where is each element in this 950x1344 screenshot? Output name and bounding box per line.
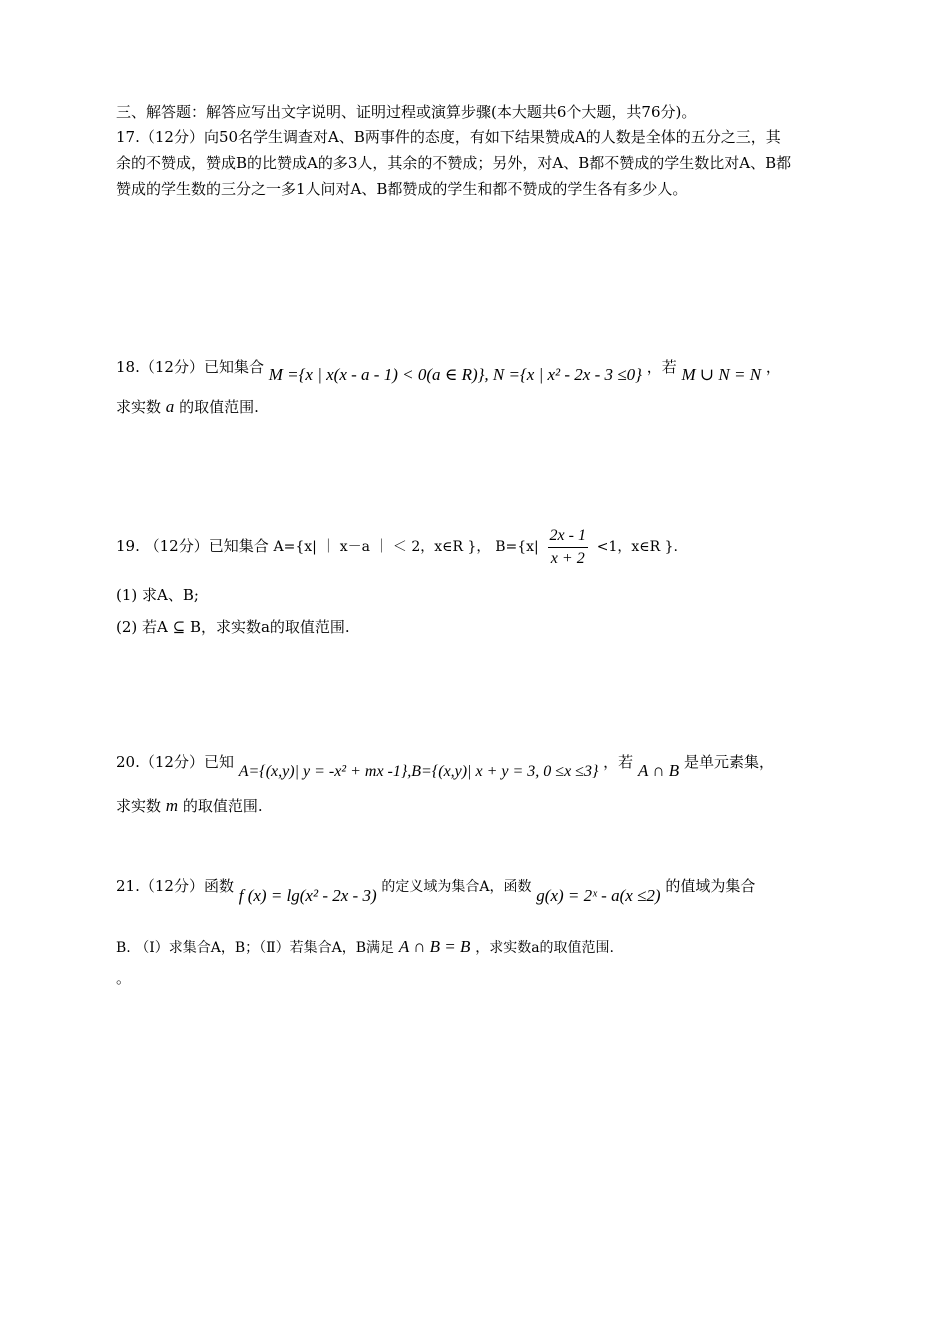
q20-line2 [116, 796, 263, 816]
q21-line2-suffix: ，求实数a的取值范围. [475, 940, 614, 956]
q19-frac-num: 2x - 1 [548, 527, 588, 548]
q18-condition: M ∪ N = N [681, 365, 762, 384]
q20-prefix: 20.（12分）已知 [116, 753, 234, 771]
q19-line1 [116, 524, 678, 569]
q18-formula: M ={x | x(x - a - 1) < 0(a ∈ R)}, N ={x | x² - 2x - 3 ≤0} [268, 365, 642, 384]
q19-set-b-end: <1，x∈R }. [596, 539, 678, 555]
q17-line2: 余的不赞成，赞成B的比赞成A的多3人，其余的不赞成；另外，对A、B都不赞成的学生数比对A、B都 [116, 154, 792, 172]
q18-line2-suffix: 的取值范围. [179, 398, 259, 416]
q17-line1: 17.（12分）向50名学生调查对A、B两事件的态度，有如下结果赞成A的人数是全体的五分之三，其 [116, 128, 781, 146]
q18-middle: ，若 [646, 358, 677, 376]
section-header: 三、解答题：解答应写出文字说明、证明过程或演算步骤(本大题共6个大题，共76分)。 [116, 103, 697, 121]
q20-line2-suffix: 的取值范围. [182, 797, 263, 815]
q21-line1 [116, 876, 756, 905]
q17-line3: 赞成的学生数的三分之一多1人问对A、B都赞成的学生和都不赞成的学生各有多少人。 [116, 180, 688, 198]
q18-line1 [116, 357, 781, 384]
q21-end: 的值域为集合 [665, 877, 756, 895]
q20-end: 是单元素集， [683, 753, 774, 771]
q18-var: a [165, 397, 175, 416]
q20-line1 [116, 752, 774, 780]
q18-prefix: 18.（12分）已知集合 [116, 358, 264, 376]
q20-var: m [165, 796, 179, 815]
q19-prefix: 19. （12分）已知集合 [116, 537, 269, 555]
q18-end: ， [765, 358, 781, 376]
q21-line3: 。 [116, 969, 132, 987]
q21-prefix: 21.（12分）函数 [116, 877, 234, 895]
q19-fraction [548, 527, 588, 568]
q19-set-b-start: B={x| [495, 539, 539, 555]
q19-frac-den: x + 2 [550, 549, 585, 567]
q20-line2-prefix: 求实数 [116, 797, 162, 815]
q19-part2: (2) 若A ⊆ B，求实数a的取值范围. [116, 618, 350, 636]
q19-part1: (1) 求A、B; [116, 586, 199, 604]
q21-line2 [116, 937, 614, 958]
q20-middle: ，若 [603, 753, 634, 771]
q18-line2-prefix: 求实数 [116, 398, 162, 416]
q21-formula-f: f (x) = lg(x² - 2x - 3) [238, 886, 377, 905]
q20-condition: A ∩ B [637, 761, 680, 780]
q18-line2 [116, 397, 259, 417]
q21-middle: 的定义域为集合A，函数 [381, 879, 532, 895]
q21-line2-formula: A ∩ B = B [398, 937, 471, 956]
q20-formula: A={(x,y)| y = -x² + mx -1},B={(x,y)| x + y = 3, 0 ≤x ≤3} [238, 763, 599, 780]
q21-line2-prefix: B. （Ⅰ）求集合A，B；（Ⅱ）若集合A，B满足 [116, 940, 395, 956]
q19-set-a: A={x| ｜ x－a ｜ ＜ 2，x∈R }， [273, 539, 491, 555]
q21-formula-g: g(x) = 2ˣ - a(x ≤2) [536, 886, 661, 905]
